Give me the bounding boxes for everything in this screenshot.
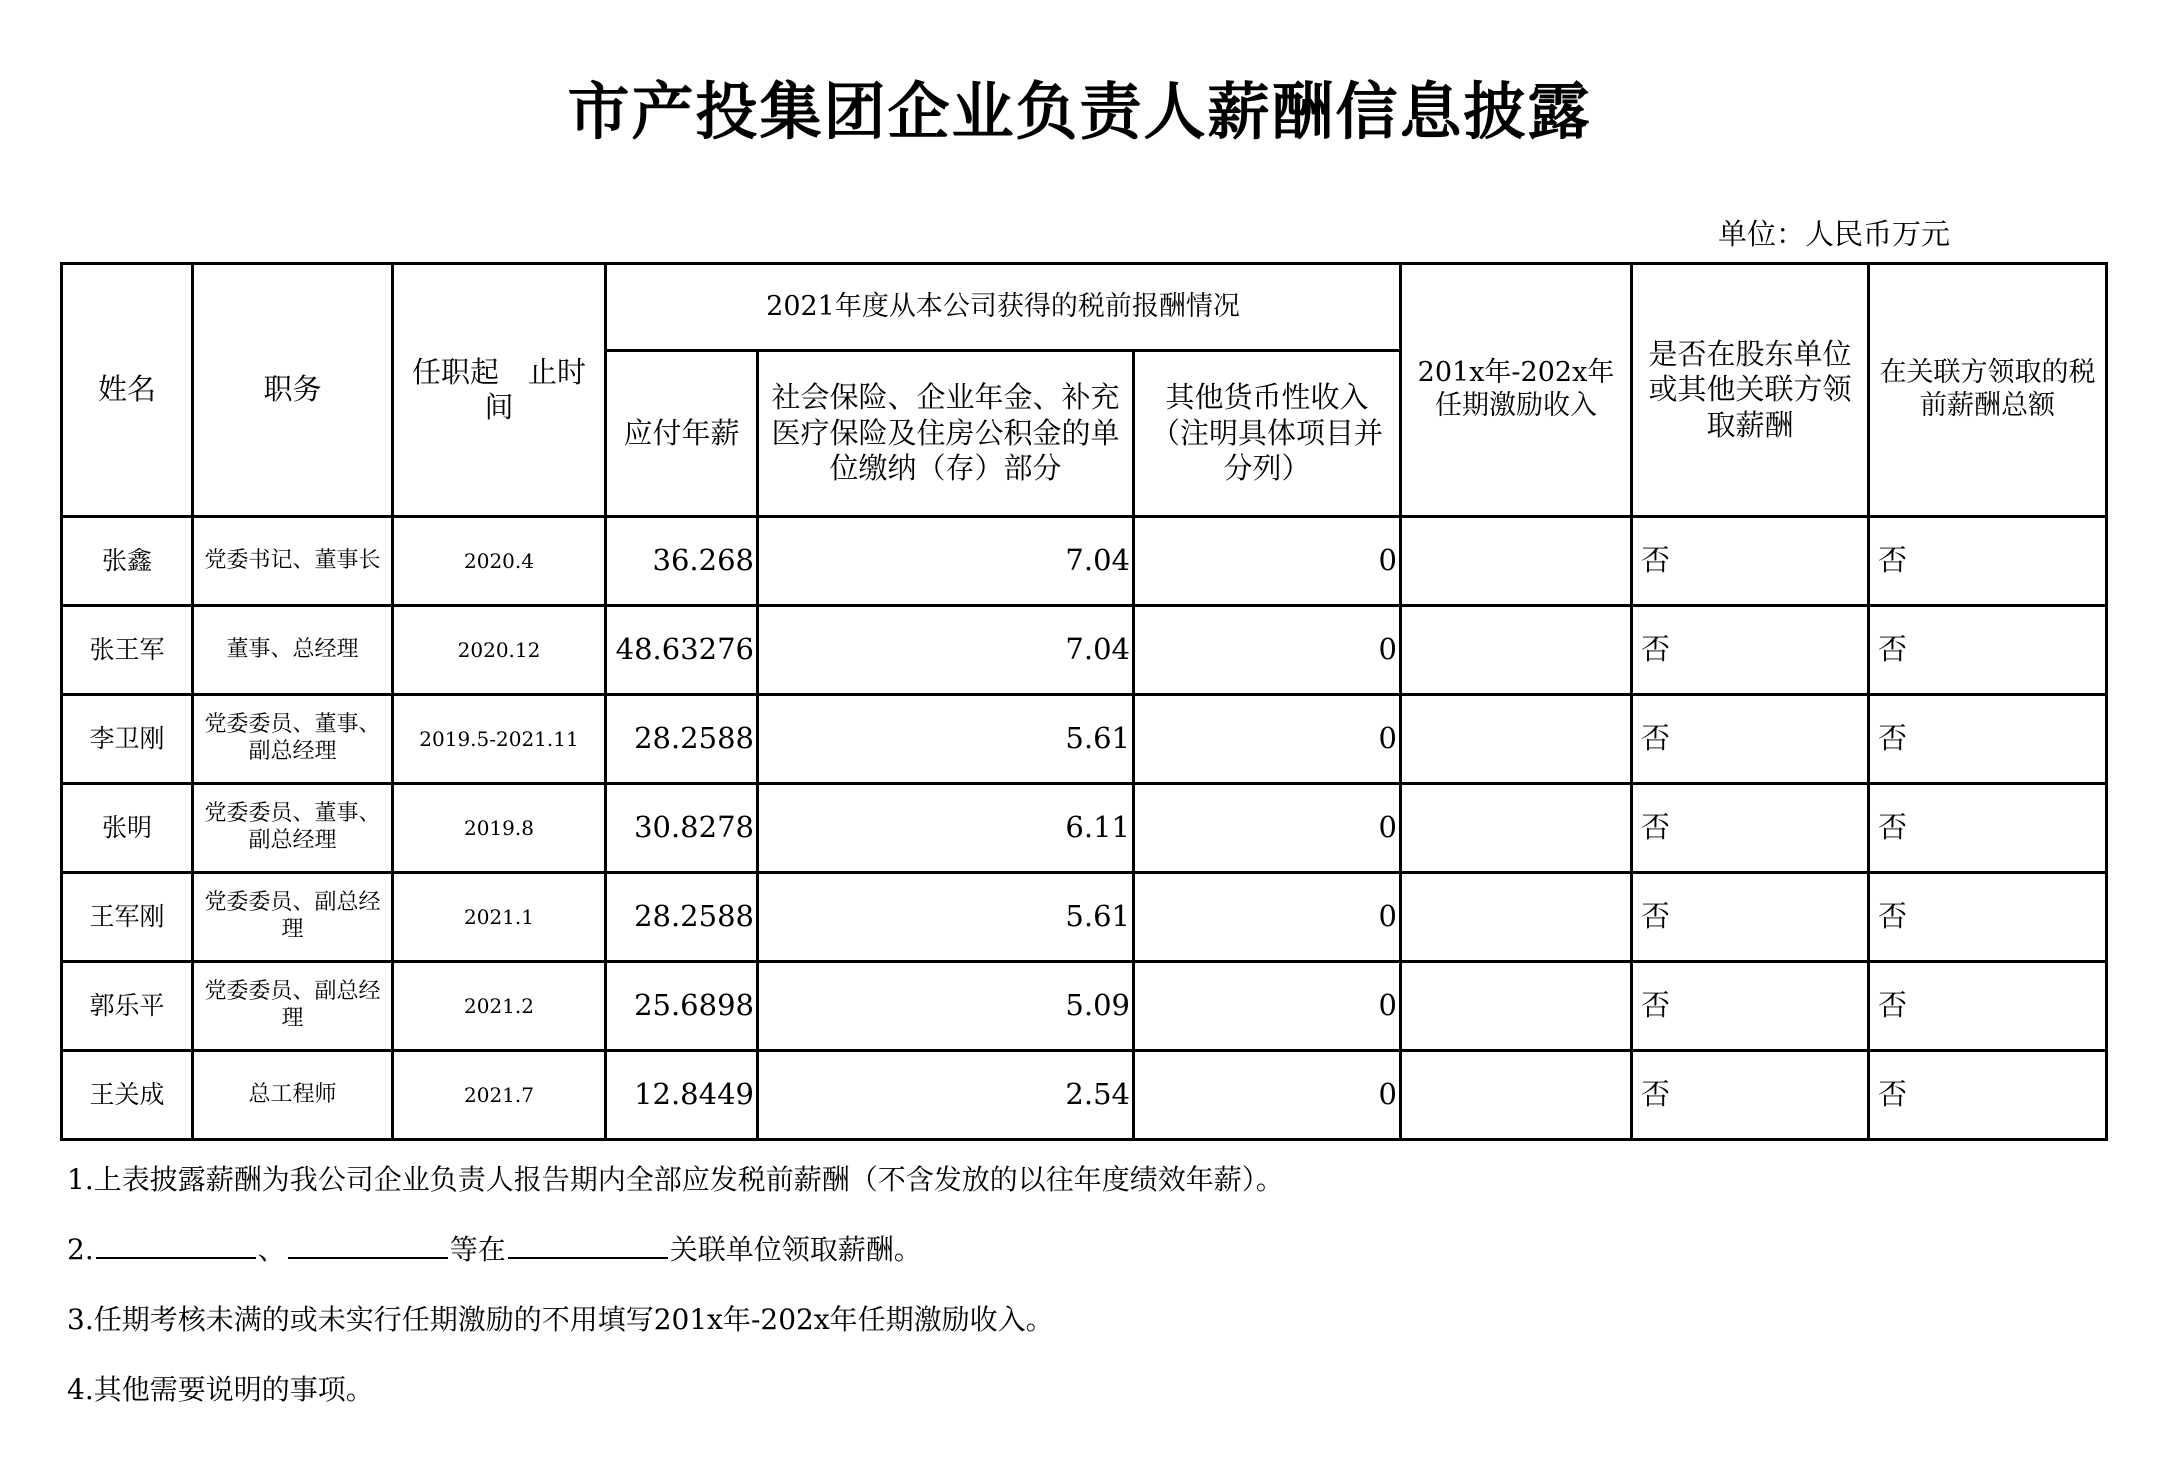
cell-salary: 25.6898 bbox=[606, 962, 758, 1051]
cell-shareholder: 否 bbox=[1632, 517, 1869, 606]
cell-related-total: 否 bbox=[1869, 606, 2107, 695]
cell-salary: 12.8449 bbox=[606, 1051, 758, 1140]
cell-other: 0 bbox=[1134, 695, 1401, 784]
cell-position: 总工程师 bbox=[193, 1051, 393, 1140]
header-incentive: 201x年-202x年任期激励收入 bbox=[1401, 264, 1632, 517]
cell-term: 2020.12 bbox=[393, 606, 606, 695]
cell-salary: 28.2588 bbox=[606, 695, 758, 784]
cell-shareholder: 否 bbox=[1632, 695, 1869, 784]
cell-related-total: 否 bbox=[1869, 1051, 2107, 1140]
header-other: 其他货币性收入（注明具体项目并分列） bbox=[1134, 351, 1401, 517]
cell-salary: 48.63276 bbox=[606, 606, 758, 695]
note-2-mid: 等在 bbox=[449, 1233, 506, 1266]
cell-position: 党委委员、董事、副总经理 bbox=[193, 784, 393, 873]
cell-name: 张鑫 bbox=[62, 517, 193, 606]
cell-related-total: 否 bbox=[1869, 962, 2107, 1051]
cell-related-total: 否 bbox=[1869, 784, 2107, 873]
table-row bbox=[62, 873, 2107, 962]
cell-other: 0 bbox=[1134, 873, 1401, 962]
table-row bbox=[62, 606, 2107, 695]
header-group: 2021年度从本公司获得的税前报酬情况 bbox=[606, 264, 1401, 351]
cell-name: 郭乐平 bbox=[62, 962, 193, 1051]
header-related-total: 在关联方领取的税前薪酬总额 bbox=[1869, 264, 2107, 517]
cell-shareholder: 否 bbox=[1632, 606, 1869, 695]
cell-term: 2019.8 bbox=[393, 784, 606, 873]
cell-shareholder: 否 bbox=[1632, 962, 1869, 1051]
cell-related-total: 否 bbox=[1869, 695, 2107, 784]
note-2 bbox=[67, 1228, 922, 1268]
cell-position: 党委委员、副总经理 bbox=[193, 873, 393, 962]
unit-label: 单位：人民币万元 bbox=[1718, 217, 1951, 251]
cell-shareholder: 否 bbox=[1632, 873, 1869, 962]
note-4: 4.其他需要说明的事项。 bbox=[67, 1373, 374, 1406]
cell-incentive bbox=[1401, 695, 1632, 784]
cell-salary: 36.268 bbox=[606, 517, 758, 606]
header-shareholder: 是否在股东单位或其他关联方领取薪酬 bbox=[1632, 264, 1869, 517]
cell-name: 李卫刚 bbox=[62, 695, 193, 784]
cell-incentive bbox=[1401, 517, 1632, 606]
cell-other: 0 bbox=[1134, 606, 1401, 695]
header-position: 职务 bbox=[193, 264, 393, 517]
cell-name: 王关成 bbox=[62, 1051, 193, 1140]
cell-name: 张明 bbox=[62, 784, 193, 873]
cell-position: 党委委员、董事、副总经理 bbox=[193, 695, 393, 784]
blank-field-2 bbox=[288, 1233, 448, 1259]
header-name: 姓名 bbox=[62, 264, 193, 517]
cell-related-total: 否 bbox=[1869, 873, 2107, 962]
cell-shareholder: 否 bbox=[1632, 784, 1869, 873]
table-row bbox=[62, 1051, 2107, 1140]
cell-shareholder: 否 bbox=[1632, 1051, 1869, 1140]
note-3: 3.任期考核未满的或未实行任期激励的不用填写201x年-202x年任期激励收入。 bbox=[67, 1303, 1054, 1336]
cell-other: 0 bbox=[1134, 784, 1401, 873]
cell-insurance: 6.11 bbox=[758, 784, 1134, 873]
cell-name: 王军刚 bbox=[62, 873, 193, 962]
cell-insurance: 5.61 bbox=[758, 873, 1134, 962]
header-insurance: 社会保险、企业年金、补充医疗保险及住房公积金的单位缴纳（存）部分 bbox=[758, 351, 1134, 517]
note-1: 1.上表披露薪酬为我公司企业负责人报告期内全部应发税前薪酬（不含发放的以往年度绩效年薪）。 bbox=[67, 1163, 1284, 1196]
cell-incentive bbox=[1401, 1051, 1632, 1140]
cell-insurance: 5.09 bbox=[758, 962, 1134, 1051]
header-salary: 应付年薪 bbox=[606, 351, 758, 517]
cell-insurance: 2.54 bbox=[758, 1051, 1134, 1140]
table-row bbox=[62, 517, 2107, 606]
page-title: 市产投集团企业负责人薪酬信息披露 bbox=[567, 75, 1592, 148]
cell-incentive bbox=[1401, 962, 1632, 1051]
salary-table bbox=[60, 262, 2108, 1141]
cell-salary: 28.2588 bbox=[606, 873, 758, 962]
cell-term: 2021.1 bbox=[393, 873, 606, 962]
note-2-sep: 、 bbox=[257, 1233, 286, 1266]
cell-other: 0 bbox=[1134, 1051, 1401, 1140]
note-2-suffix: 关联单位领取薪酬。 bbox=[669, 1233, 922, 1266]
cell-incentive bbox=[1401, 873, 1632, 962]
cell-insurance: 7.04 bbox=[758, 606, 1134, 695]
cell-insurance: 7.04 bbox=[758, 517, 1134, 606]
cell-name: 张王军 bbox=[62, 606, 193, 695]
table-row bbox=[62, 962, 2107, 1051]
cell-term: 2020.4 bbox=[393, 517, 606, 606]
cell-salary: 30.8278 bbox=[606, 784, 758, 873]
table-row bbox=[62, 695, 2107, 784]
blank-field-3 bbox=[508, 1233, 668, 1259]
cell-position: 党委书记、董事长 bbox=[193, 517, 393, 606]
cell-incentive bbox=[1401, 606, 1632, 695]
cell-term: 2021.2 bbox=[393, 962, 606, 1051]
cell-position: 党委委员、副总经理 bbox=[193, 962, 393, 1051]
cell-term: 2021.7 bbox=[393, 1051, 606, 1140]
cell-incentive bbox=[1401, 784, 1632, 873]
cell-term: 2019.5-2021.11 bbox=[393, 695, 606, 784]
table-row bbox=[62, 784, 2107, 873]
note-2-prefix: 2. bbox=[67, 1233, 94, 1266]
cell-position: 董事、总经理 bbox=[193, 606, 393, 695]
cell-insurance: 5.61 bbox=[758, 695, 1134, 784]
header-term: 任职起 止时间 bbox=[393, 264, 606, 517]
cell-other: 0 bbox=[1134, 517, 1401, 606]
blank-field-1 bbox=[96, 1233, 256, 1259]
cell-other: 0 bbox=[1134, 962, 1401, 1051]
cell-related-total: 否 bbox=[1869, 517, 2107, 606]
